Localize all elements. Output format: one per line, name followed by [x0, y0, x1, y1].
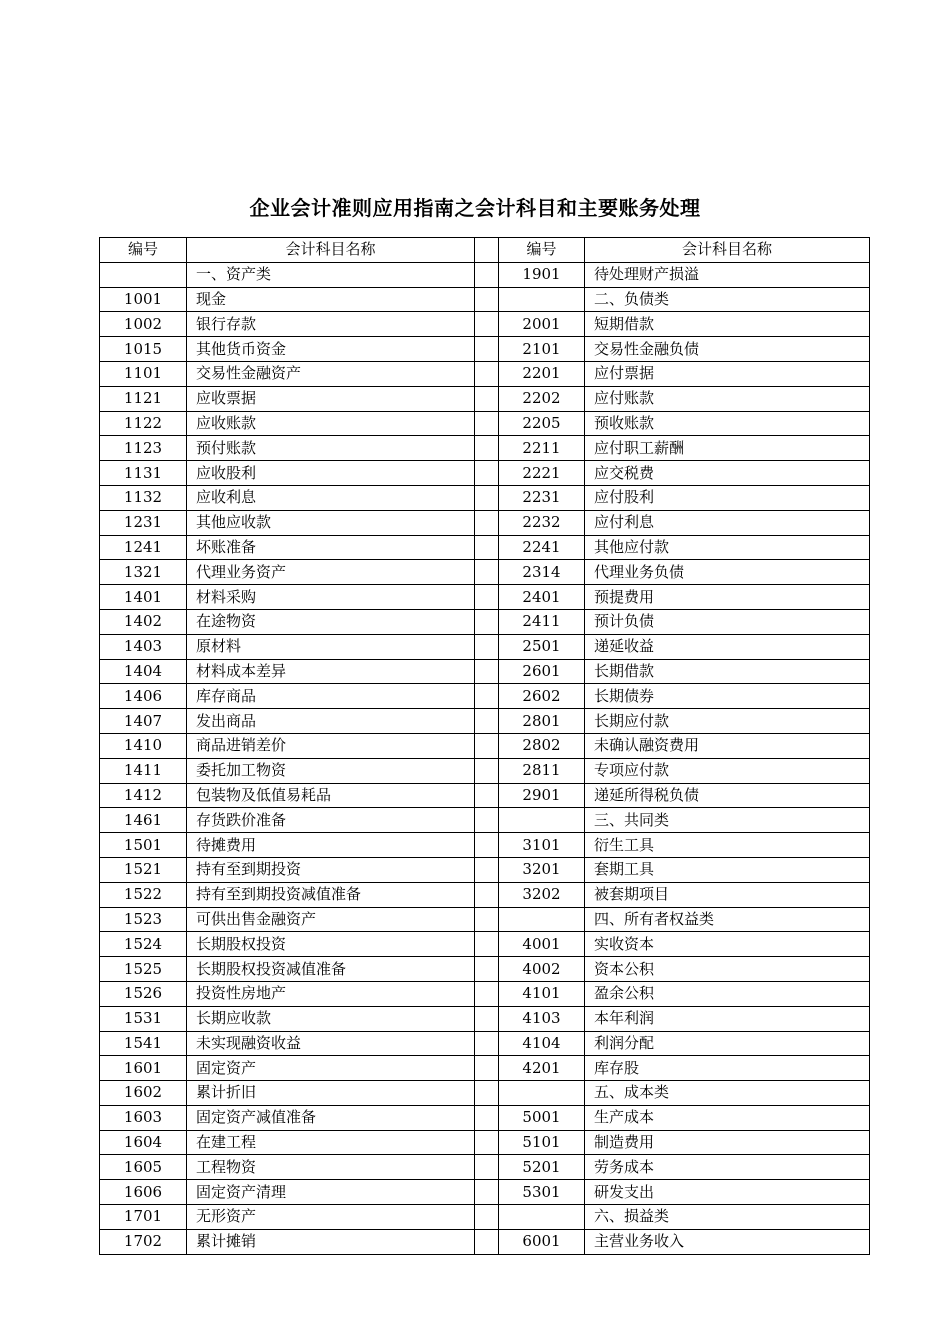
right-account-name: 主营业务收入	[585, 1229, 870, 1254]
separator-cell	[475, 981, 499, 1006]
left-account-code: 1526	[100, 981, 187, 1006]
table-row	[100, 510, 870, 535]
right-account-name: 五、成本类	[585, 1081, 870, 1106]
separator-cell	[475, 560, 499, 585]
table-row	[100, 485, 870, 510]
left-account-code: 1531	[100, 1006, 187, 1031]
left-account-code: 1524	[100, 932, 187, 957]
left-account-code: 1402	[100, 609, 187, 634]
table-row	[100, 882, 870, 907]
left-account-name: 持有至到期投资	[187, 857, 475, 882]
table-row	[100, 1031, 870, 1056]
separator-cell	[475, 1056, 499, 1081]
table-row	[100, 1105, 870, 1130]
right-account-code: 2231	[499, 485, 585, 510]
left-account-name: 固定资产	[187, 1056, 475, 1081]
separator-cell	[475, 238, 499, 263]
left-account-name: 发出商品	[187, 709, 475, 734]
table-row	[100, 1155, 870, 1180]
right-account-code: 5101	[499, 1130, 585, 1155]
right-account-code: 2314	[499, 560, 585, 585]
right-account-name: 应交税费	[585, 461, 870, 486]
right-account-name: 应付职工薪酬	[585, 436, 870, 461]
separator-cell	[475, 857, 499, 882]
table-row	[100, 585, 870, 610]
separator-cell	[475, 386, 499, 411]
right-account-name: 未确认融资费用	[585, 733, 870, 758]
table-row	[100, 857, 870, 882]
left-account-name: 商品进销差价	[187, 733, 475, 758]
left-account-name: 待摊费用	[187, 833, 475, 858]
right-account-name: 被套期项目	[585, 882, 870, 907]
right-account-name: 实收资本	[585, 932, 870, 957]
separator-cell	[475, 1130, 499, 1155]
left-account-name: 应收利息	[187, 485, 475, 510]
left-account-code: 1231	[100, 510, 187, 535]
separator-cell	[475, 808, 499, 833]
left-account-code: 1461	[100, 808, 187, 833]
right-account-code: 2501	[499, 634, 585, 659]
separator-cell	[475, 758, 499, 783]
table-row	[100, 436, 870, 461]
table-row	[100, 609, 870, 634]
separator-cell	[475, 262, 499, 287]
left-account-code: 1015	[100, 337, 187, 362]
left-account-name: 无形资产	[187, 1205, 475, 1230]
right-account-code: 2001	[499, 312, 585, 337]
table-row	[100, 634, 870, 659]
separator-cell	[475, 882, 499, 907]
table-row	[100, 659, 870, 684]
separator-cell	[475, 510, 499, 535]
left-account-code: 1601	[100, 1056, 187, 1081]
right-account-code: 2811	[499, 758, 585, 783]
right-account-code: 4101	[499, 981, 585, 1006]
right-account-code: 2241	[499, 535, 585, 560]
right-account-name: 四、所有者权益类	[585, 907, 870, 932]
left-account-name: 库存商品	[187, 684, 475, 709]
separator-cell	[475, 461, 499, 486]
left-account-code: 1001	[100, 287, 187, 312]
left-account-code: 1411	[100, 758, 187, 783]
right-account-name: 应付账款	[585, 386, 870, 411]
left-account-code: 1403	[100, 634, 187, 659]
left-account-name: 长期股权投资减值准备	[187, 957, 475, 982]
left-account-code	[100, 262, 187, 287]
right-account-name: 长期借款	[585, 659, 870, 684]
left-account-code: 1603	[100, 1105, 187, 1130]
page-title: 企业会计准则应用指南之会计科目和主要账务处理	[249, 196, 701, 220]
separator-cell	[475, 1155, 499, 1180]
separator-cell	[475, 585, 499, 610]
right-account-name: 长期债券	[585, 684, 870, 709]
left-account-name: 委托加工物资	[187, 758, 475, 783]
table-row	[100, 1180, 870, 1205]
right-account-code: 5201	[499, 1155, 585, 1180]
left-account-code: 1702	[100, 1229, 187, 1254]
left-account-code: 1606	[100, 1180, 187, 1205]
left-code-header: 编号	[100, 238, 187, 263]
separator-cell	[475, 684, 499, 709]
separator-cell	[475, 659, 499, 684]
left-account-code: 1523	[100, 907, 187, 932]
left-account-name: 长期应收款	[187, 1006, 475, 1031]
separator-cell	[475, 609, 499, 634]
right-account-name: 二、负债类	[585, 287, 870, 312]
separator-cell	[475, 1031, 499, 1056]
right-account-code: 4001	[499, 932, 585, 957]
right-account-name: 递延所得税负债	[585, 783, 870, 808]
left-account-name: 原材料	[187, 634, 475, 659]
table-row	[100, 287, 870, 312]
left-account-code: 1602	[100, 1081, 187, 1106]
left-account-code: 1521	[100, 857, 187, 882]
table-row	[100, 361, 870, 386]
table-row	[100, 783, 870, 808]
right-account-name: 套期工具	[585, 857, 870, 882]
right-account-name: 预计负债	[585, 609, 870, 634]
right-code-header: 编号	[499, 238, 585, 263]
separator-cell	[475, 1229, 499, 1254]
left-account-name: 累计折旧	[187, 1081, 475, 1106]
table-row	[100, 1229, 870, 1254]
left-account-name: 未实现融资收益	[187, 1031, 475, 1056]
table-body	[100, 262, 870, 1254]
right-account-code: 5301	[499, 1180, 585, 1205]
left-account-code: 1701	[100, 1205, 187, 1230]
left-account-name: 代理业务资产	[187, 560, 475, 585]
left-account-name: 存货跌价准备	[187, 808, 475, 833]
separator-cell	[475, 287, 499, 312]
left-account-name: 累计摊销	[187, 1229, 475, 1254]
right-account-code: 2221	[499, 461, 585, 486]
left-account-name: 在建工程	[187, 1130, 475, 1155]
right-account-name: 生产成本	[585, 1105, 870, 1130]
separator-cell	[475, 535, 499, 560]
separator-cell	[475, 337, 499, 362]
left-account-name: 银行存款	[187, 312, 475, 337]
right-account-name: 递延收益	[585, 634, 870, 659]
table-row	[100, 461, 870, 486]
left-account-code: 1101	[100, 361, 187, 386]
left-account-name: 一、资产类	[187, 262, 475, 287]
separator-cell	[475, 932, 499, 957]
separator-cell	[475, 485, 499, 510]
right-account-code: 2201	[499, 361, 585, 386]
left-name-header: 会计科目名称	[187, 238, 475, 263]
right-account-code: 2602	[499, 684, 585, 709]
left-account-name: 包装物及低值易耗品	[187, 783, 475, 808]
separator-cell	[475, 1006, 499, 1031]
separator-cell	[475, 436, 499, 461]
left-account-code: 1406	[100, 684, 187, 709]
right-account-name: 制造费用	[585, 1130, 870, 1155]
right-account-name: 待处理财产损溢	[585, 262, 870, 287]
right-account-name: 研发支出	[585, 1180, 870, 1205]
left-account-name: 其他应收款	[187, 510, 475, 535]
left-account-name: 其他货币资金	[187, 337, 475, 362]
table-row	[100, 560, 870, 585]
table-row	[100, 1056, 870, 1081]
table-row	[100, 1130, 870, 1155]
left-account-code: 1522	[100, 882, 187, 907]
table-row	[100, 957, 870, 982]
right-account-code: 1901	[499, 262, 585, 287]
separator-cell	[475, 957, 499, 982]
left-account-code: 1525	[100, 957, 187, 982]
right-account-code	[499, 808, 585, 833]
right-account-code: 4201	[499, 1056, 585, 1081]
left-account-code: 1604	[100, 1130, 187, 1155]
left-account-name: 现金	[187, 287, 475, 312]
right-account-code: 2101	[499, 337, 585, 362]
right-account-code: 6001	[499, 1229, 585, 1254]
right-account-name: 衍生工具	[585, 833, 870, 858]
right-account-name: 预收账款	[585, 411, 870, 436]
separator-cell	[475, 733, 499, 758]
separator-cell	[475, 411, 499, 436]
table-row	[100, 337, 870, 362]
right-account-name: 短期借款	[585, 312, 870, 337]
right-account-name: 应付股利	[585, 485, 870, 510]
left-account-code: 1241	[100, 535, 187, 560]
table-row	[100, 833, 870, 858]
left-account-code: 1541	[100, 1031, 187, 1056]
left-account-name: 投资性房地产	[187, 981, 475, 1006]
table-header-row	[100, 238, 870, 263]
right-account-name: 预提费用	[585, 585, 870, 610]
left-account-code: 1002	[100, 312, 187, 337]
left-account-name: 可供出售金融资产	[187, 907, 475, 932]
right-account-code: 3101	[499, 833, 585, 858]
left-account-name: 预付账款	[187, 436, 475, 461]
table-row	[100, 386, 870, 411]
right-account-code: 4103	[499, 1006, 585, 1031]
right-account-name: 盈余公积	[585, 981, 870, 1006]
separator-cell	[475, 634, 499, 659]
left-account-name: 长期股权投资	[187, 932, 475, 957]
separator-cell	[475, 1105, 499, 1130]
table-row	[100, 758, 870, 783]
left-account-name: 应收账款	[187, 411, 475, 436]
right-account-name: 交易性金融负债	[585, 337, 870, 362]
right-account-code: 2202	[499, 386, 585, 411]
left-account-code: 1132	[100, 485, 187, 510]
left-account-name: 应收股利	[187, 461, 475, 486]
right-account-name: 三、共同类	[585, 808, 870, 833]
table-row	[100, 312, 870, 337]
right-account-code: 2801	[499, 709, 585, 734]
right-account-name: 劳务成本	[585, 1155, 870, 1180]
right-account-name: 长期应付款	[585, 709, 870, 734]
left-account-name: 材料采购	[187, 585, 475, 610]
table-row	[100, 981, 870, 1006]
right-account-code	[499, 1205, 585, 1230]
right-account-code	[499, 287, 585, 312]
left-account-name: 持有至到期投资减值准备	[187, 882, 475, 907]
right-account-name: 代理业务负债	[585, 560, 870, 585]
separator-cell	[475, 1180, 499, 1205]
right-account-code	[499, 907, 585, 932]
right-account-name: 应付利息	[585, 510, 870, 535]
separator-cell	[475, 1081, 499, 1106]
table-row	[100, 907, 870, 932]
right-account-name: 资本公积	[585, 957, 870, 982]
right-account-code: 3201	[499, 857, 585, 882]
table-row	[100, 1205, 870, 1230]
table-row	[100, 684, 870, 709]
table-row	[100, 932, 870, 957]
left-account-name: 材料成本差异	[187, 659, 475, 684]
left-account-name: 工程物资	[187, 1155, 475, 1180]
right-account-code: 2205	[499, 411, 585, 436]
left-account-code: 1404	[100, 659, 187, 684]
separator-cell	[475, 361, 499, 386]
left-account-code: 1121	[100, 386, 187, 411]
separator-cell	[475, 312, 499, 337]
left-account-code: 1321	[100, 560, 187, 585]
right-account-code: 2411	[499, 609, 585, 634]
left-account-code: 1122	[100, 411, 187, 436]
right-name-header: 会计科目名称	[585, 238, 870, 263]
left-account-name: 固定资产减值准备	[187, 1105, 475, 1130]
separator-cell	[475, 907, 499, 932]
right-account-name: 利润分配	[585, 1031, 870, 1056]
left-account-name: 坏账准备	[187, 535, 475, 560]
right-account-code: 2401	[499, 585, 585, 610]
right-account-code: 2601	[499, 659, 585, 684]
separator-cell	[475, 709, 499, 734]
left-account-name: 应收票据	[187, 386, 475, 411]
left-account-code: 1501	[100, 833, 187, 858]
table-row	[100, 411, 870, 436]
right-account-code: 4104	[499, 1031, 585, 1056]
table-row	[100, 808, 870, 833]
right-account-code: 2901	[499, 783, 585, 808]
table-row	[100, 535, 870, 560]
right-account-code: 2802	[499, 733, 585, 758]
left-account-code: 1412	[100, 783, 187, 808]
right-account-name: 本年利润	[585, 1006, 870, 1031]
table-row	[100, 709, 870, 734]
left-account-code: 1401	[100, 585, 187, 610]
right-account-code: 5001	[499, 1105, 585, 1130]
table-row	[100, 1081, 870, 1106]
right-account-name: 其他应付款	[585, 535, 870, 560]
left-account-code: 1407	[100, 709, 187, 734]
right-account-code: 3202	[499, 882, 585, 907]
left-account-name: 在途物资	[187, 609, 475, 634]
right-account-code	[499, 1081, 585, 1106]
right-account-name: 专项应付款	[585, 758, 870, 783]
left-account-code: 1131	[100, 461, 187, 486]
left-account-code: 1605	[100, 1155, 187, 1180]
right-account-code: 2211	[499, 436, 585, 461]
table-row	[100, 262, 870, 287]
left-account-code: 1410	[100, 733, 187, 758]
separator-cell	[475, 1205, 499, 1230]
separator-cell	[475, 833, 499, 858]
right-account-code: 2232	[499, 510, 585, 535]
table-row	[100, 1006, 870, 1031]
right-account-name: 六、损益类	[585, 1205, 870, 1230]
left-account-name: 固定资产清理	[187, 1180, 475, 1205]
left-account-name: 交易性金融资产	[187, 361, 475, 386]
right-account-name: 库存股	[585, 1056, 870, 1081]
right-account-code: 4002	[499, 957, 585, 982]
right-account-name: 应付票据	[585, 361, 870, 386]
separator-cell	[475, 783, 499, 808]
left-account-code: 1123	[100, 436, 187, 461]
accounts-table	[99, 237, 870, 1255]
table-row	[100, 733, 870, 758]
